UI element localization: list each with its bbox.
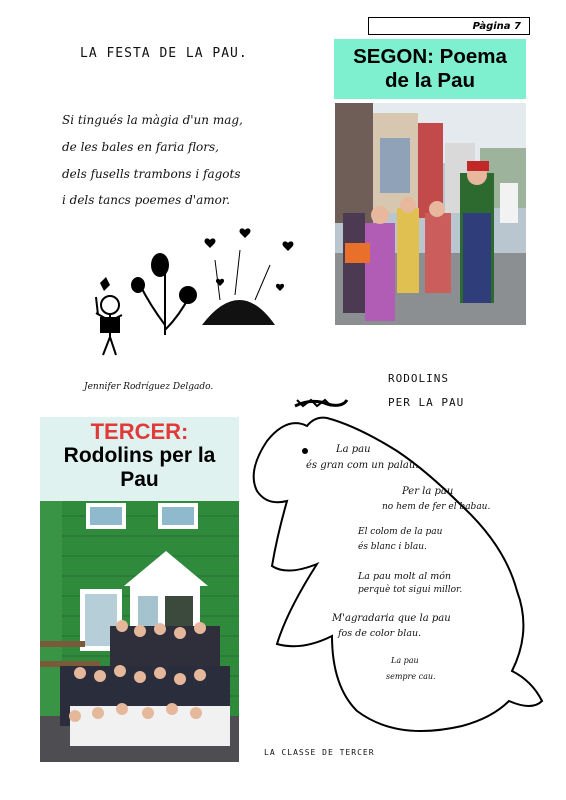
verse-2-line-1: Per la pau: [402, 486, 454, 497]
rodolins-title-1: RODOLINS: [388, 372, 449, 385]
verse-5-line-2: fos de color blau.: [338, 628, 422, 639]
verse-5-line-1: M'agradaria que la pau: [332, 613, 451, 624]
rodolins-title-2: PER LA PAU: [388, 396, 465, 409]
section-3-line-2: Pau: [120, 468, 159, 491]
section-2-line-2: de la Pau: [384, 69, 475, 92]
section-3-line-1: Rodolins per la: [63, 444, 216, 467]
verse-6-line-1: La pau: [391, 656, 419, 665]
peace-drawing: [70, 225, 310, 360]
poem-title: LA FESTA DE LA PAU.: [80, 46, 248, 61]
class-footer: LA CLASSE DE TERCER: [264, 748, 375, 757]
poem-line-2: de les bales en faria flors,: [62, 140, 219, 154]
verse-4-line-1: La pau molt al món: [358, 571, 452, 582]
section-3-prefix: TERCER:: [90, 419, 189, 444]
verse-3-line-1: El colom de la pau: [358, 527, 443, 537]
verse-1-line-2: és gran com un palau.: [306, 460, 419, 471]
verse-2-line-2: no hem de fer el babau.: [382, 502, 491, 512]
section-2-heading: [334, 39, 526, 99]
section-3-heading: [40, 417, 239, 501]
verse-6-line-2: sempre cau.: [386, 672, 436, 681]
verse-1-line-1: La pau: [336, 444, 371, 455]
class-group-photo: [40, 501, 239, 762]
street-parade-photo: [335, 103, 526, 325]
poem-line-4: i dels tancs poemes d'amor.: [62, 193, 231, 207]
poem-line-3: dels fusells trambons i fagots: [62, 167, 241, 181]
poem-signature: Jennifer Rodríguez Delgado.: [84, 382, 214, 392]
verse-4-line-2: perquè tot sigui millor.: [358, 585, 463, 595]
verse-3-line-2: és blanc i blau.: [358, 542, 427, 552]
poem-line-1: Si tingués la màgia d'un mag,: [62, 113, 243, 127]
section-2-line-1: SEGON: Poema: [353, 45, 507, 68]
page-number: Pàgina 7: [368, 17, 530, 35]
